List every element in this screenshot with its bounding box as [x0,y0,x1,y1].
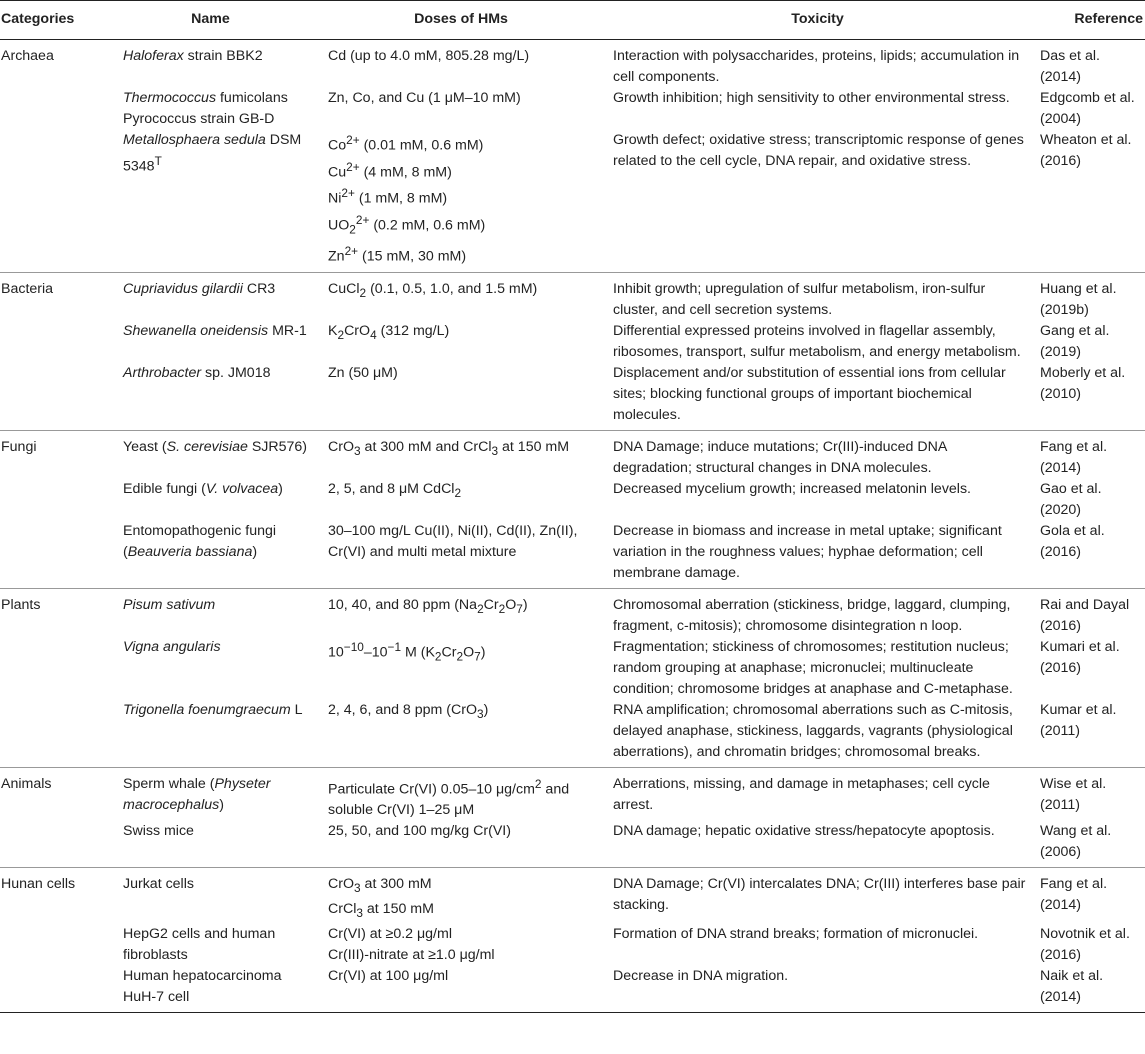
table-row [0,521,1145,589]
category-cell [0,637,100,700]
category-cell [0,321,100,363]
organism-name-cell: Vigna angularis [123,638,221,655]
category-cell: Hunan cells [1,876,76,893]
table-row [0,821,1145,868]
category-cell [0,924,100,966]
toxicity-cell: Decrease in biomass and increase in metal uptake; significant variation in the roughness values; hyphae deformation; cell membrane damage. [601,521,1034,589]
organism-name-cell: Edible fungi (V. volvacea) [123,480,283,497]
header-reference: Reference [1034,1,1145,40]
toxicity-cell: Growth defect; oxidative stress; transcriptomic response of genes related to the cell cycle, DNA repair, and oxidative stress. [601,130,1034,272]
reference-cell: Gola et al. (2016) [1034,521,1145,589]
category-cell [0,821,100,868]
dose-cell: 30–100 mg/L Cu(II), Ni(II), Cd(II), Zn(II), Cr(VI) and multi metal mixture [321,521,601,589]
header-doses: Doses of HMs [321,1,601,40]
reference-cell: Huang et al. (2019b) [1040,280,1117,318]
reference-cell: Wang et al. (2006) [1034,821,1145,868]
table-body [0,40,1145,1013]
organism-name-cell: Metallosphaera sedula DSM $5348^T$ [100,130,321,272]
reference-cell: Naik et al. (2014) [1034,966,1145,1013]
table-row [0,700,1145,768]
category-cell: Fungi [1,438,37,455]
toxicity-cell: Fragmentation; stickiness of chromosomes; restitution nucleus; random grouping at anaphase; micronuclei; multinucleate condition; chromosome bridges at anaphase and C-metaphase. [613,638,1013,697]
table-row [0,588,1145,637]
reference-cell: Das et al. (2014) [1040,48,1100,85]
dose-cell: $Co^{2+}$ (0.01 mM, 0.6 mM) $Cu^{2+}$ (4 mM, 8 mM) $Ni^{2+}$ (1 mM, 8 mM) $UO_2^{2+}$ (0.2 mM, 0.6 mM) $Zn^{2+}$ (15 mM, 30 mM) [321,130,601,272]
toxicity-cell: Growth inhibition; high sensitivity to other environmental stress. [613,90,1010,106]
category-cell: Animals [1,775,52,792]
table-row [0,363,1145,431]
header-categories: Categories [0,1,100,40]
toxicity-cell: Interaction with polysaccharides, proteins, lipids; accumulation in cell components. [613,48,1020,85]
organism-name-cell: Shewanella oneidensis MR-1 [123,322,307,339]
reference-cell: Edgcomb et al. (2004) [1040,90,1135,127]
reference-cell: Rai and Dayal (2016) [1040,596,1130,634]
organism-name-cell: Sperm whale (Physeter macrocephalus) [123,775,271,813]
category-cell: Archaea [1,48,54,64]
reference-cell: Fang et al. (2014) [1040,438,1108,476]
dose-cell: Particulate Cr(VI) 0.05–10 $\mu g/cm^2$ and soluble Cr(VI) 1–25 μM [328,776,570,819]
reference-cell: Moberly et al. (2010) [1034,363,1145,431]
category-cell [0,521,100,589]
reference-cell: Fang et al. (2014) [1040,876,1108,914]
toxicity-cell: Decrease in DNA migration. [601,966,1034,1013]
toxicity-cell: DNA Damage; Cr(VI) intercalates DNA; Cr(III) interferes base pair stacking. [613,876,1026,914]
header-row [0,1,1145,40]
table-row [0,479,1145,521]
dose-cell: CrO$_3$ at 300 mM and CrCl$_3$ at 150 mM [328,438,570,458]
organism-name-cell: Human hepatocarcinoma HuH-7 cell [100,966,321,1013]
table-row [0,272,1145,321]
table-row [0,430,1145,479]
dose-cell: 25, 50, and 100 mg/kg Cr(VI) [321,821,601,868]
dose-cell: $K_2CrO_4$ (312 mg/L) [328,322,450,342]
toxicity-cell: Aberrations, missing, and damage in metaphases; cell cycle arrest. [613,775,990,813]
category-cell [0,88,100,130]
dose-cell: Cr(VI) at ≥0.2 μg/ml Cr(III)-nitrate at ≥1.0 μg/ml [328,925,495,963]
dose-cell: CrO$_3$ at 300 mM CrCl$_3$ at 150 mM [328,876,434,920]
organism-name-cell: Cupriavidus gilardii CR3 [123,280,276,297]
table-row [0,924,1145,966]
organism-name-cell: Jurkat cells [123,876,194,893]
header-name: Name [100,1,321,40]
toxicity-cell: Inhibit growth; upregulation of sulfur metabolism, iron-sulfur cluster, and cell secretion systems. [613,280,986,318]
reference-cell: Wheaton et al. (2016) [1034,130,1145,272]
table-row [0,966,1145,1013]
dose-cell: 2, 4, 6, and 8 ppm (CrO$_3$) [321,700,601,768]
reference-cell: Kumar et al. (2011) [1034,700,1145,768]
table-row [0,868,1145,924]
organism-name-cell: Arthrobacter sp. JM018 [100,363,321,431]
dose-cell: CuCl$_2$ (0.1, 0.5, 1.0, and 1.5 mM) [328,280,538,300]
dose-cell: Zn (50 μM) [321,363,601,431]
toxicity-cell: DNA damage; hepatic oxidative stress/hepatocyte apoptosis. [601,821,1034,868]
category-cell: Plants [1,596,41,613]
category-cell [0,700,100,768]
reference-cell: Gang et al. (2019) [1040,322,1110,360]
table-row [0,88,1145,130]
category-cell [0,479,100,521]
organism-name-cell: Yeast (S. cerevisiae SJR576) [123,438,308,455]
organism-name-cell: Thermococcus fumicolans Pyrococcus strain GB-D [123,90,288,127]
table-row [0,321,1145,363]
table-row [0,637,1145,700]
table-row [0,130,1145,272]
toxicity-cell: Chromosomal aberration (stickiness, bridge, laggard, clumping, fragment, c-mitosis); chromosome disintegration n loop. [613,596,1011,634]
dose-cell: 10, 40, and 80 ppm $(Na_2Cr_2O_7)$ [328,596,528,616]
toxicity-cell: DNA Damage; induce mutations; Cr(III)-induced DNA degradation; structural changes in DNA molecules. [613,438,947,476]
organism-name-cell: Trigonella foenumgraecum L [100,700,321,768]
category-cell [0,130,100,272]
category-cell [0,363,100,431]
organism-name-cell: Pisum sativum [123,596,216,613]
category-cell: Bacteria [1,280,54,297]
toxicity-cell: Differential expressed proteins involved in flagellar assembly, ribosomes, transport, sulfur metabolism, and energy metabolism. [613,322,1021,360]
organism-name-cell: Entomopathogenic fungi (Beauveria bassiana) [100,521,321,589]
toxicity-cell: RNA amplification; chromosomal aberrations such as C-mitosis, delayed anaphase, stickiness, laggards, vagrants (physiological aberrations), and chromatin bridges; chromosomal breaks. [601,700,1034,768]
category-cell [0,966,100,1013]
dose-cell: Cr(VI) at 100 μg/ml [321,966,601,1013]
dose-cell: 2, 5, and 8 μM CdCl$_2$ [328,480,462,500]
header-toxicity: Toxicity [601,1,1034,40]
table-row [0,767,1145,821]
toxicity-cell: Formation of DNA strand breaks; formation of micronuclei. [613,925,979,942]
organism-name-cell: HepG2 cells and human fibroblasts [123,925,276,963]
reference-cell: Gao et al. (2020) [1040,480,1102,518]
organism-name-cell: Haloferax strain BBK2 [123,48,263,64]
reference-cell: Kumari et al. (2016) [1040,638,1120,676]
toxicity-cell: Decreased mycelium growth; increased melatonin levels. [613,480,971,497]
toxicity-cell: Displacement and/or substitution of essential ions from cellular sites; blocking functional groups of important biochemical molecules. [601,363,1034,431]
dose-cell: Zn, Co, and Cu (1 μM–10 mM) [328,90,521,106]
dose-cell: $10^{-10}-10^{-1}$ M $(K_2Cr_2O_7)$ [328,639,486,664]
table-row [0,40,1145,89]
reference-cell: Wise et al. (2011) [1040,775,1107,813]
dose-cell: Cd (up to 4.0 mM, 805.28 mg/L) [328,48,530,64]
reference-cell: Novotnik et al. (2016) [1040,925,1130,963]
organism-name-cell: Swiss mice [100,821,321,868]
